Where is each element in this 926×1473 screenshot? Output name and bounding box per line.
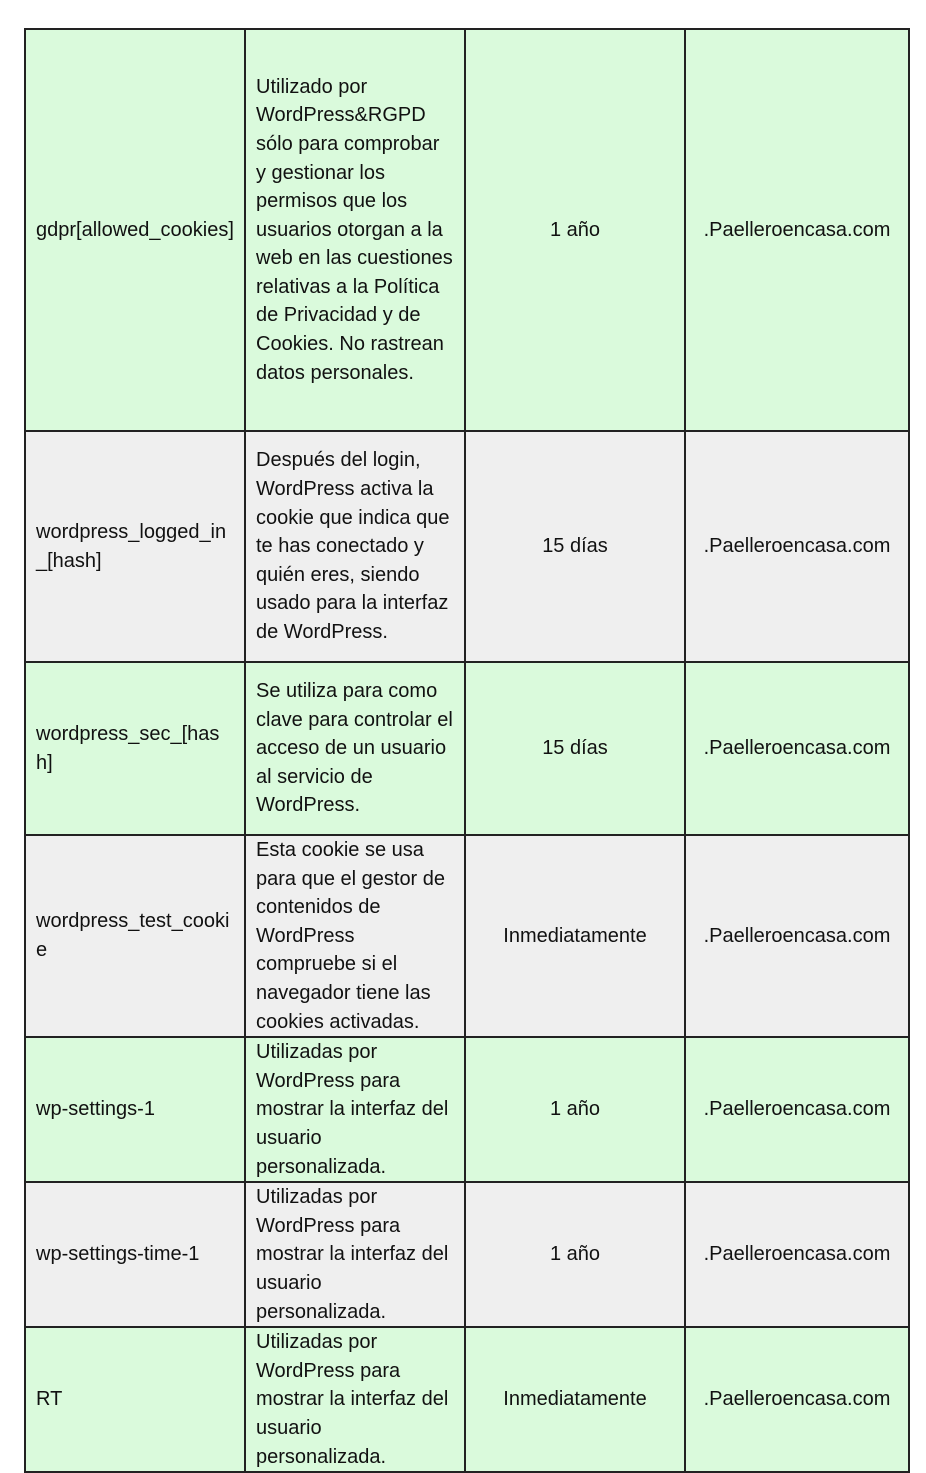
cookie-description: Después del login, WordPress activa la cookie que indica que te has conectado y quién eres, siendo usado para la interfaz de WordPress. <box>245 431 465 662</box>
cookie-domain: .Paelleroencasa.com <box>685 662 909 835</box>
cookie-name: wp-settings-1 <box>25 1037 245 1182</box>
cookie-duration: 15 días <box>465 431 685 662</box>
cookie-duration: Inmediatamente <box>465 1327 685 1472</box>
table-row <box>25 29 909 431</box>
cookie-name: wp-settings-time-1 <box>25 1182 245 1327</box>
cookie-table <box>24 28 910 1473</box>
table-row <box>25 835 909 1037</box>
table-row <box>25 1327 909 1472</box>
cookie-description: Utilizadas por WordPress para mostrar la interfaz del usuario personalizada. <box>245 1327 465 1472</box>
cookie-description: Utilizadas por WordPress para mostrar la interfaz del usuario personalizada. <box>245 1182 465 1327</box>
cookie-domain: .Paelleroencasa.com <box>685 1037 909 1182</box>
cookie-domain: .Paelleroencasa.com <box>685 431 909 662</box>
cookie-domain: .Paelleroencasa.com <box>685 1182 909 1327</box>
cookie-name: wordpress_logged_in_[hash] <box>25 431 245 662</box>
cookie-duration: 1 año <box>465 1037 685 1182</box>
table-row <box>25 1037 909 1182</box>
cookie-description: Utilizadas por WordPress para mostrar la interfaz del usuario personalizada. <box>245 1037 465 1182</box>
table-row <box>25 662 909 835</box>
cookie-domain: .Paelleroencasa.com <box>685 29 909 431</box>
cookie-duration: 1 año <box>465 29 685 431</box>
cookie-name: RT <box>25 1327 245 1472</box>
cookie-duration: 15 días <box>465 662 685 835</box>
cookie-name: wordpress_test_cookie <box>25 835 245 1037</box>
cookie-description: Se utiliza para como clave para controlar el acceso de un usuario al servicio de WordPress. <box>245 662 465 835</box>
cookie-description: Esta cookie se usa para que el gestor de contenidos de WordPress compruebe si el navegador tiene las cookies activadas. <box>245 835 465 1037</box>
cookie-duration: Inmediatamente <box>465 835 685 1037</box>
cookie-domain: .Paelleroencasa.com <box>685 1327 909 1472</box>
cookie-name: wordpress_sec_[hash] <box>25 662 245 835</box>
cookie-name: gdpr[allowed_cookies] <box>25 29 245 431</box>
cookie-duration: 1 año <box>465 1182 685 1327</box>
table-row <box>25 1182 909 1327</box>
cookie-domain: .Paelleroencasa.com <box>685 835 909 1037</box>
table-row <box>25 431 909 662</box>
cookie-description: Utilizado por WordPress&RGPD sólo para comprobar y gestionar los permisos que los usuarios otorgan a la web en las cuestiones relativas a la Política de Privacidad y de Cookies. No rastrean datos personales. <box>245 29 465 431</box>
